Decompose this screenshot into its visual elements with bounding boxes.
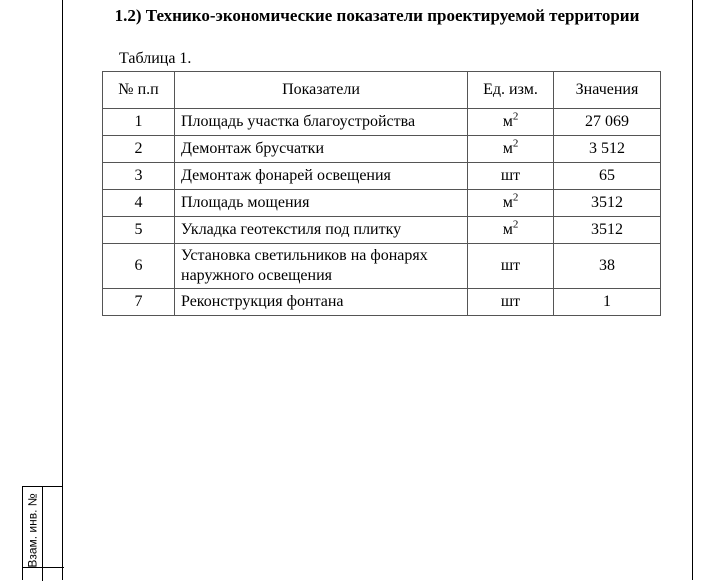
unit-text: шт [500,293,521,310]
table-header-row [103,72,661,109]
row-number: 1 [103,109,175,136]
indicators-table [102,71,661,316]
unit-superscript: 2 [512,191,519,204]
row-number: 6 [103,244,175,289]
header-num: № п.п [103,72,175,109]
row-unit [468,289,554,316]
row-unit [468,217,554,244]
table-caption: Таблица 1. [119,50,192,67]
row-indicator: Площадь мощения [175,190,468,217]
row-unit [468,244,554,289]
row-value: 27 069 [554,109,661,136]
header-unit: Ед. изм. [468,72,554,109]
row-indicator: Демонтаж фонарей освещения [175,163,468,190]
stamp-label: Взам. инв. № [25,493,40,568]
table-row [103,289,661,316]
row-value: 3512 [554,190,661,217]
row-number: 5 [103,217,175,244]
row-value: 65 [554,163,661,190]
header-value: Значения [554,72,661,109]
unit-text: м [502,194,513,211]
row-value: 1 [554,289,661,316]
table-row [103,109,661,136]
header-name: Показатели [175,72,468,109]
unit-text: шт [500,257,521,274]
row-value: 38 [554,244,661,289]
table-row [103,244,661,289]
row-unit [468,163,554,190]
unit-superscript: 2 [512,137,519,150]
row-indicator: Реконструкция фонтана [175,289,468,316]
row-unit [468,136,554,163]
table-row [103,163,661,190]
row-number: 3 [103,163,175,190]
row-indicator: Площадь участка благоустройства [175,109,468,136]
frame-right-border [692,0,693,580]
unit-text: м [502,140,513,157]
table-row [103,217,661,244]
unit-text: шт [500,167,521,184]
row-number: 7 [103,289,175,316]
row-indicator: Укладка геотекстиля под плитку [175,217,468,244]
unit-superscript: 2 [512,110,519,123]
row-indicator: Демонтаж брусчатки [175,136,468,163]
row-value: 3512 [554,217,661,244]
side-stamp [22,486,63,580]
row-number: 2 [103,136,175,163]
section-heading: 1.2) Технико-экономические показатели проектируемой территории [114,6,640,25]
row-unit [468,190,554,217]
unit-text: м [502,113,513,130]
row-number: 4 [103,190,175,217]
table-row [103,136,661,163]
row-value: 3 512 [554,136,661,163]
row-indicator: Установка светильников на фонарях наружного освещения [175,244,468,289]
unit-superscript: 2 [512,218,519,231]
unit-text: м [502,221,513,238]
table-row [103,190,661,217]
row-unit [468,109,554,136]
